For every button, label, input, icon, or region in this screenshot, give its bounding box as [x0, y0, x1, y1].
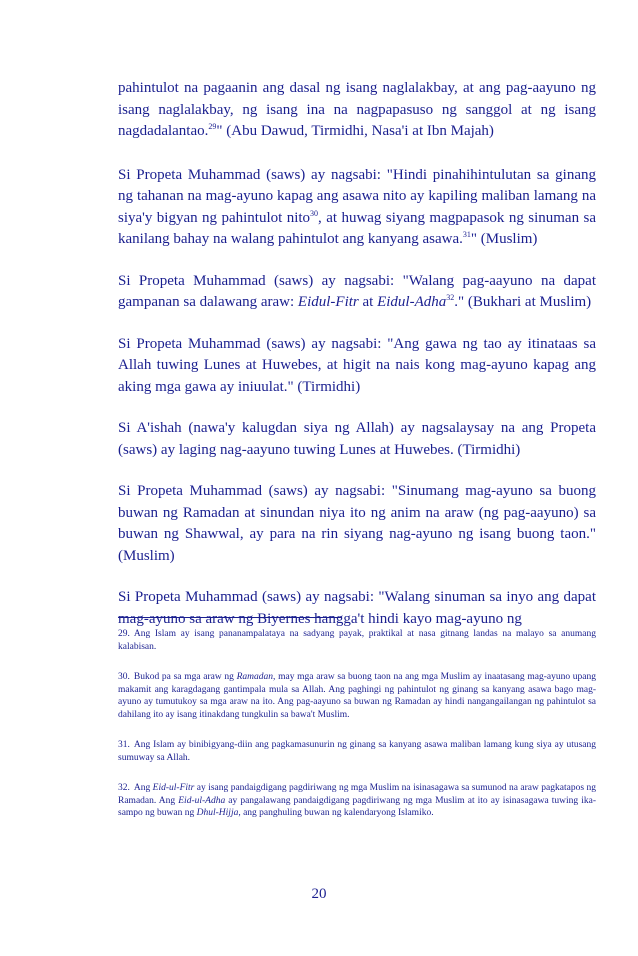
- body-text: [118, 78, 596, 650]
- footnote-31: 31. Ang Islam ay binibigyang-diin ang pagkamasunurin ng ginang sa kanyang asawa maliban lamang kung siya ay utusang sumuway sa Allah.: [118, 740, 596, 763]
- page-number: 20: [311, 886, 327, 902]
- footnote-30: 30. Bukod pa sa mga araw ng Ramadan, may mga araw sa buong taon na ang mga Muslim ay inaatasang mag-ayuno upang makamit ang karagdagang gantimpala mula sa Allah. Ang paghingi ng pahintulot ng ginang sa kanyang asawa bago mag-ayuno ay tumutukoy sa mga araw na ito. Ang pag-aayuno sa buwan ng Ramadan ay hindi nangangailangan ng pahintulot sa dahilang ito ay isang itinakdang tungkulin sa bawa't Muslim.: [118, 672, 596, 720]
- paragraph-7: Si Propeta Muhammad (saws) ay nagsabi: "Walang sinuman sa inyo ang dapat mag-ayuno sa araw ng Biyernes hangga't hindi kayo mag-ayuno ng: [118, 589, 596, 627]
- paragraph-2: Si Propeta Muhammad (saws) ay nagsabi: "Hindi pinahihintulutan sa ginang ng tahanan na mag-ayuno kapag ang asawa nito ay kapiling maliban lamang na siya'y bigyan ng pahintulot nito$^{30}$, at huwag siyang magpapasok ng sinuman sa kanilang bahay na walang pahintulot ang kanyang asawa.$^{31}$" (Muslim): [118, 166, 596, 247]
- paragraph-5: Si A'ishah (nawa'y kalugdan siya ng Allah) ay nagsalaysay na ang Propeta (saws) ay laging nag-aayuno tuwing Lunes at Huwebes. (Tirmidhi): [118, 420, 596, 458]
- paragraph-4: Si Propeta Muhammad (saws) ay nagsabi: "Ang gawa ng tao ay itinataas sa Allah tuwing Lunes at Huwebes, at higit na nais kong mag-ayuno kapag ang aking mga gawa ay iniuulat." (Tirmidhi): [118, 335, 596, 395]
- footnote-ref-29: 29: [208, 122, 217, 131]
- paragraph-6: Si Propeta Muhammad (saws) ay nagsabi: "Sinumang mag-ayuno sa buong buwan ng Ramadan at sinundan niya ito ng anim na araw (ng pag-aayuno) sa buwan ng Shawwal, ay para na rin siyang nag-ayuno ng isang buong taon." (Muslim): [118, 483, 596, 564]
- footnote-ref-31: 31: [462, 230, 471, 239]
- footnote-ref-32: 32: [446, 293, 455, 302]
- paragraph-3: Si Propeta Muhammad (saws) ay nagsabi: "Walang pag-aayuno na dapat gampanan sa dalawang araw: Eidul-Fitr at Eidul-Adha$^{32}$." (Bukhari at Muslim): [118, 272, 596, 310]
- footnote-divider: [118, 617, 342, 618]
- footnotes: [118, 628, 596, 838]
- footnote-29: 29. Ang Islam ay isang pananampalataya na sadyang payak, praktikal at nasa gitnang landas na malayo sa anumang kalabisan.: [118, 629, 596, 652]
- footnote-ref-30: 30: [310, 208, 319, 218]
- paragraph-1: pahintulot na pagaanin ang dasal ng isang naglalakbay, at ang pag-aayuno ng isang naglalakbay, ng isang ina na nagpapasuso ng sanggol at ng isang nagdadalantao.$^{29}$" (Abu Dawud, Tirmidhi, Nasa'i at Ibn Majah): [118, 80, 596, 139]
- footnote-32: 32. Ang Eid-ul-Fitr ay isang pandaigdigang pagdiriwang ng mga Muslim na isinasagawa sa sumunod na araw pagkatapos ng Ramadan. Ang Eid-ul-Adha ay pangalawang pandaigdigang pagdiriwang ng mga Muslim at ito ay isinasagawa tuwing ika-sampo ng buwan ng Dhul-Hijja, ang panghuling buwan ng kalendaryong Islamiko.: [118, 783, 597, 818]
